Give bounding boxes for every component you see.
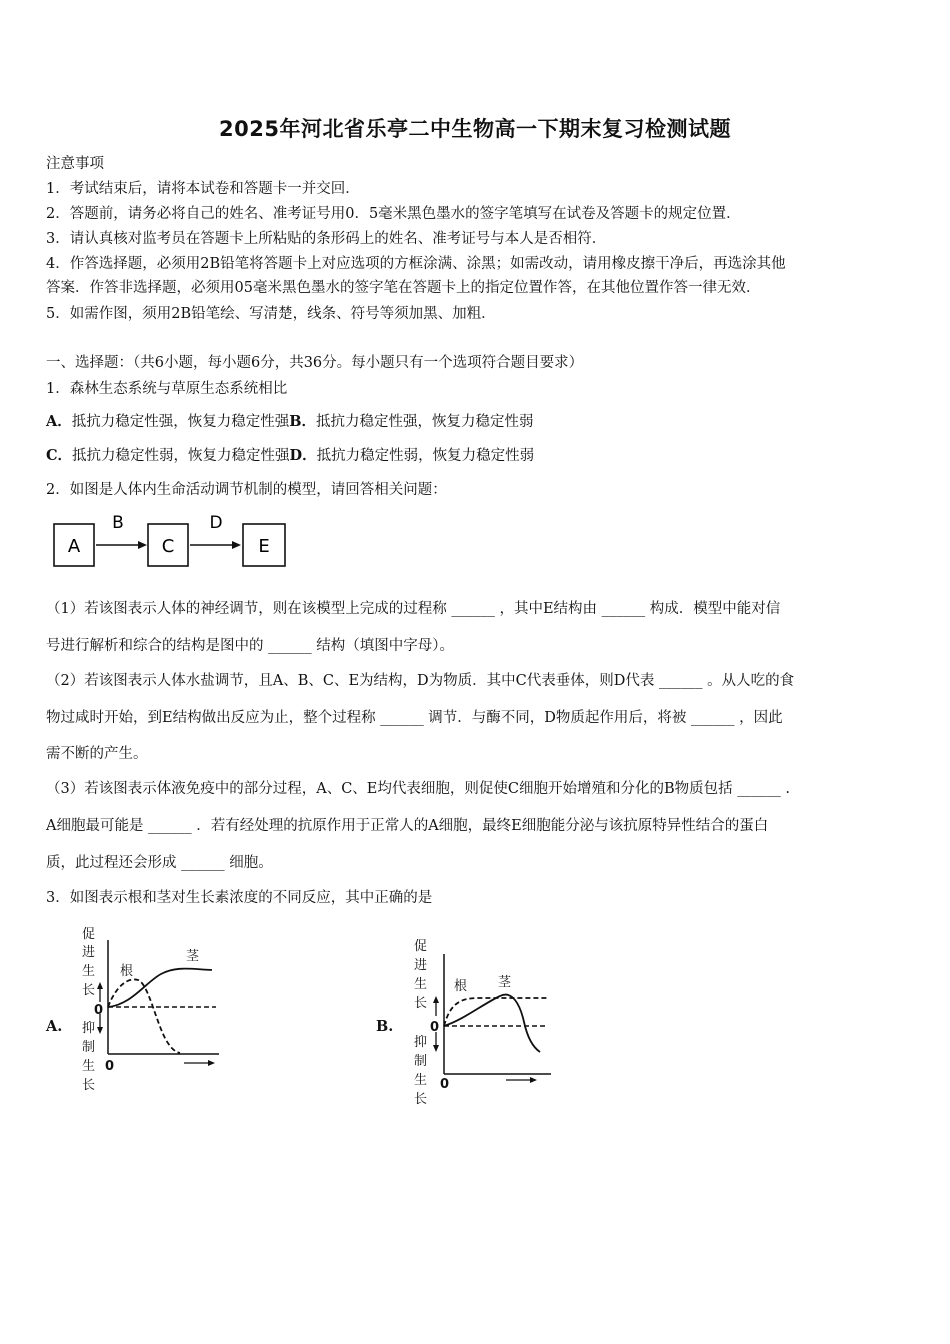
q2-stem: 2．如图是人体内生命活动调节机制的模型，请回答相关问题：	[46, 482, 447, 498]
graph-b-inhibit-arrow-head	[433, 1045, 439, 1052]
notice-item-4-cont: 答案．作答非选择题，必须用05毫米黑色墨水的签字笔在答题卡上的指定位置作答，在其他位置作答一律无效．	[46, 280, 761, 296]
notice-item-2: 2．答题前，请务必将自己的姓名、准考证号用0．5毫米黑色墨水的签字笔填写在试卷及答题卡的规定位置．	[46, 206, 741, 222]
graph-a-root-curve	[108, 979, 180, 1053]
graph-a-inhibit-char-1: 抑	[82, 1021, 96, 1036]
q2-part2-line1: （2）若该图表示人体水盐调节，且A、B、C、E为结构，D为物质．其中C代表垂体，则D代表 ______ 。从人吃的食	[46, 673, 795, 689]
graph-a-promote-char-2: 进	[82, 945, 96, 960]
graph-a-inhibit-arrow-head	[97, 1027, 103, 1034]
q3-option-a-label: A.	[46, 1018, 63, 1035]
q1-stem: 1．森林生态系统与草原生态系统相比	[46, 381, 288, 397]
box-a-label: A	[67, 536, 81, 557]
graph-a-promote-char-3: 生	[82, 964, 96, 979]
notice-item-5: 5．如需作图，须用2B铅笔绘、写清楚，线条、符号等须加黑、加粗．	[46, 306, 496, 322]
arrow-d-label: D	[209, 513, 223, 533]
graph-b-inhibit-char-1: 抑	[414, 1035, 428, 1050]
graph-a-promote-arrow-head	[97, 982, 103, 989]
q1-option-a-text: 抵抗力稳定性强，恢复力稳定性强	[71, 414, 290, 430]
box-e-label: E	[258, 536, 270, 557]
graph-b-promote-char-4: 长	[414, 996, 428, 1011]
graph-b-promote-arrow-head	[433, 996, 439, 1003]
graph-b-inhibit-char-3: 生	[414, 1073, 428, 1088]
arrow-d-head	[232, 541, 241, 549]
q2-part2-line2: 物过咸时开始，到E结构做出反应为止，整个过程称 ______ 调节．与酶不同，D物质起作用后，将被 ______ ，因此	[46, 710, 783, 726]
arrow-b-label: B	[112, 513, 124, 533]
q1-option-d-text: 抵抗力稳定性弱，恢复力稳定性弱	[316, 448, 535, 464]
box-c-label: C	[161, 536, 175, 557]
q2-part3-line3: 质，此过程还会形成 ______ 细胞。	[46, 855, 273, 871]
q3-stem: 3．如图表示根和茎对生长素浓度的不同反应，其中正确的是	[46, 890, 433, 906]
q1-option-b-label: B．	[289, 413, 317, 430]
q3-option-b-label: B.	[376, 1018, 394, 1035]
graph-b-promote-char-2: 进	[414, 958, 428, 973]
graph-a-x-arrow-head	[208, 1060, 215, 1066]
graph-a-promote-char-1: 促	[82, 927, 96, 942]
graph-b-stem-label: 茎	[498, 975, 512, 990]
q1-option-c-label: C．	[46, 447, 73, 464]
notice-item-4: 4．作答选择题，必须用2B铅笔将答题卡上对应选项的方框涂满、涂黑；如需改动，请用橡皮擦干净后，再选涂其他	[46, 256, 786, 272]
graph-a-inhibit-char-2: 制	[82, 1040, 96, 1055]
q1-option-a-label: A．	[46, 413, 72, 430]
graph-b-root-curve	[444, 998, 548, 1026]
notice-item-3: 3．请认真核对监考员在答题卡上所粘贴的条形码上的姓名、准考证号与本人是否相符．	[46, 231, 607, 247]
q2-part1-line2: 号进行解析和综合的结构是图中的 ______ 结构（填图中字母）。	[46, 638, 454, 654]
graph-option-b	[408, 934, 558, 1109]
graph-a-inhibit-char-4: 长	[82, 1078, 96, 1093]
q2-part3-line1: （3）若该图表示体液免疫中的部分过程，A、C、E均代表细胞，则促使C细胞开始增殖和分化的B物质包括 ______ .	[46, 781, 790, 797]
graph-b-root-label: 根	[454, 979, 468, 994]
notice-item-1: 1．考试结束后，请将本试卷和答题卡一并交回．	[46, 181, 360, 197]
graph-a-promote-char-4: 长	[82, 983, 96, 998]
graph-b-origin-zero: 0	[430, 1020, 440, 1035]
graph-b-promote-char-3: 生	[414, 977, 428, 992]
graph-a-origin-zero: 0	[94, 1003, 104, 1018]
q2-part2-line3: 需不断的产生。	[46, 746, 148, 762]
notice-heading: 注意事项	[46, 156, 104, 172]
q1-option-c	[46, 444, 534, 465]
graph-b-x-arrow-head	[530, 1077, 537, 1083]
page-title: 2025年河北省乐亭二中生物高一下期末复习检测试题	[219, 117, 731, 141]
graph-a-stem-label: 茎	[186, 949, 200, 964]
graph-a-axis-zero: 0	[105, 1059, 115, 1074]
graph-b-promote-char-1: 促	[414, 939, 428, 954]
graph-b-inhibit-char-2: 制	[414, 1054, 428, 1069]
graph-option-a	[76, 922, 226, 1097]
q1-option-b-text: 抵抗力稳定性强，恢复力稳定性弱	[316, 414, 534, 430]
q1-option-a	[46, 410, 534, 431]
graph-a-inhibit-char-3: 生	[82, 1059, 96, 1074]
graph-b-axis-zero: 0	[440, 1077, 450, 1092]
regulation-model-diagram	[50, 510, 295, 572]
q1-option-c-text: 抵抗力稳定性弱，恢复力稳定性强	[72, 448, 290, 464]
arrow-b-head	[138, 541, 147, 549]
q2-part1-line1: （1）若该图表示人体的神经调节，则在该模型上完成的过程称 ______ ，其中E结构由 ______ 构成．模型中能对信	[46, 601, 781, 617]
section-heading: 一、选择题：（共6小题，每小题6分，共36分。每小题只有一个选项符合题目要求）	[46, 355, 584, 371]
q1-option-d-label: D．	[289, 447, 317, 464]
q2-part3-line2: A细胞最可能是 ______ ．若有经处理的抗原作用于正常人的A细胞，最终E细胞能分泌与该抗原特异性结合的蛋白	[46, 818, 769, 834]
graph-b-inhibit-char-4: 长	[414, 1092, 428, 1107]
graph-a-root-label: 根	[120, 964, 134, 979]
